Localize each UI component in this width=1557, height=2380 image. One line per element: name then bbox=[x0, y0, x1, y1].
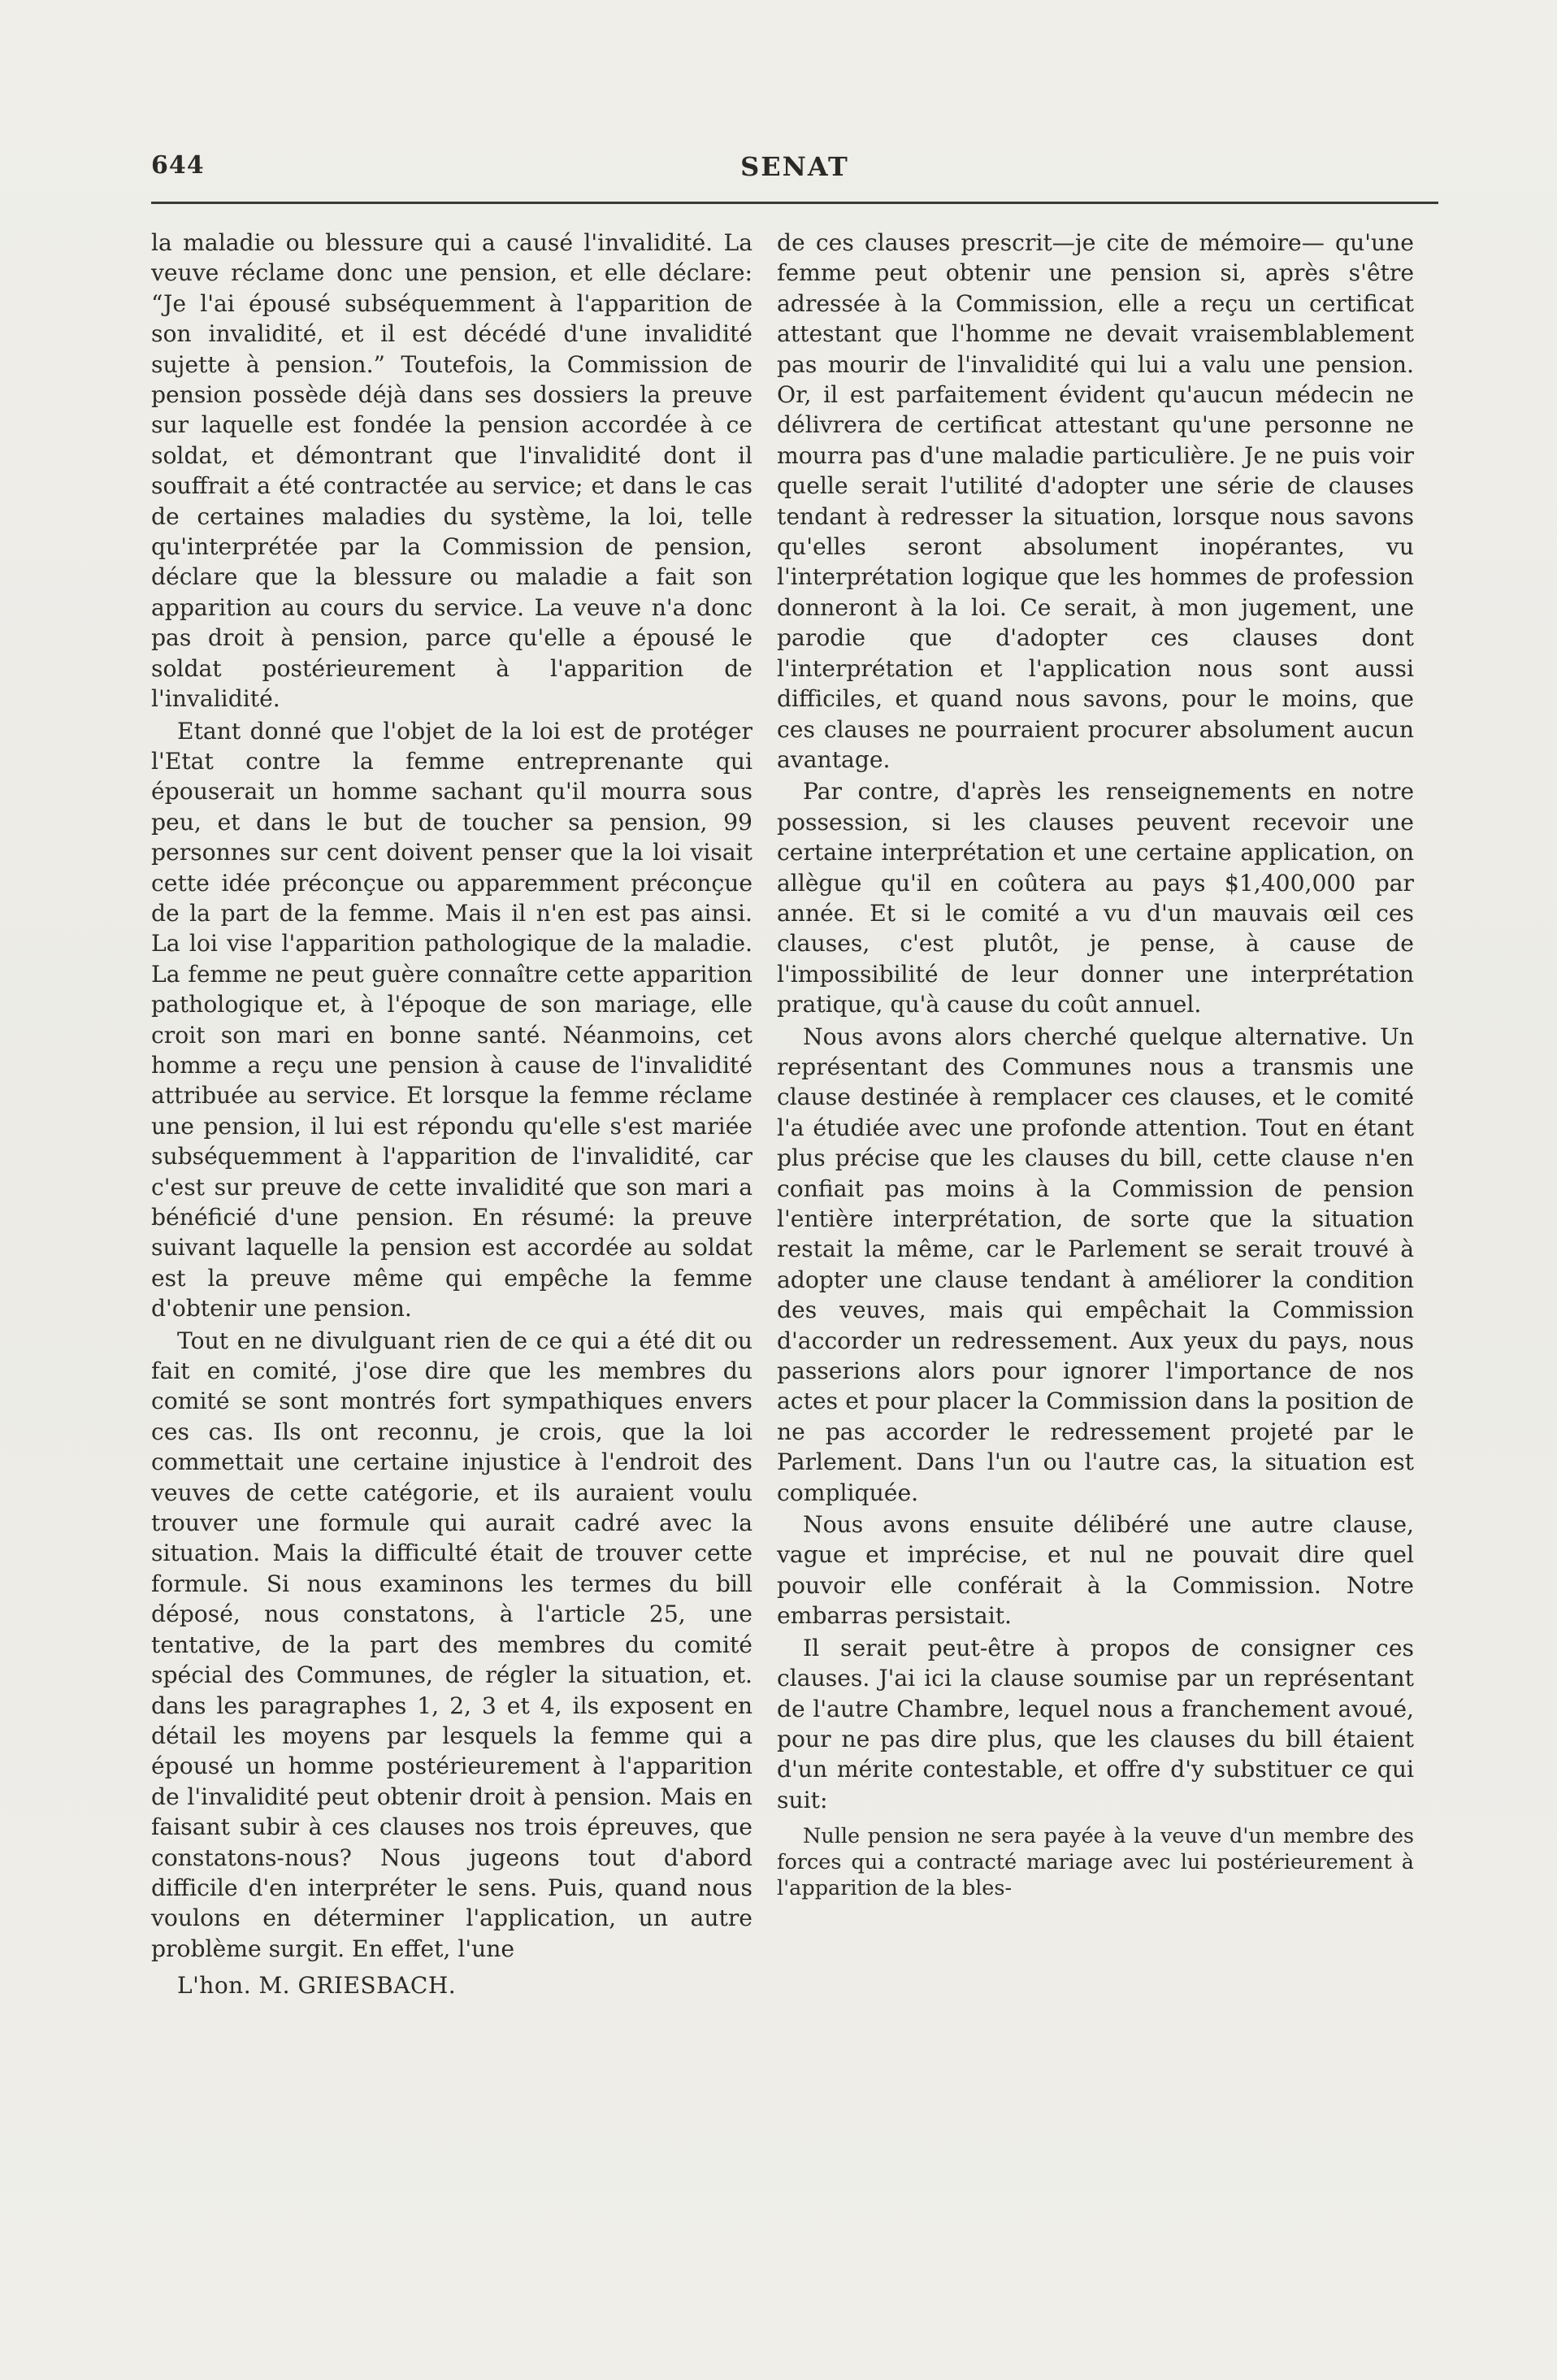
right-column bbox=[777, 228, 1414, 1901]
paragraph: Par contre, d'après les renseignements en notre possession, si les clauses peuvent recevoir une certaine interprétation et une certaine application, on allègue qu'il en coûtera au pays $1,400,000 par année. Et si le comité a vu d'un mauvais œil ces clauses, c'est plutôt, je pense, à cause de l'impossibilité de leur donner une interprétation pratique, qu'à cause du coût annuel. bbox=[777, 778, 1414, 1018]
running-head: SENAT bbox=[740, 151, 849, 182]
paragraph: Etant donné que l'objet de la loi est de protéger l'Etat contre la femme entreprenante qui épouserait un homme sachant qu'il mourra sous peu, et dans le but de toucher sa pension, 99 personnes sur cent doivent penser que la loi visait cette idée préconçue ou apparemment préconçue de la part de la femme. Mais il n'en est pas ainsi. La loi vise l'apparition pathologique de la maladie. La femme ne peut guère connaître cette apparition pathologique et, à l'époque de son mariage, elle croit son mari en bonne santé. Néanmoins, cet homme a reçu une pension à cause de l'invalidité attribuée au service. Et lorsque la femme réclame une pension, il lui est répondu qu'elle s'est mariée subséquemment à l'apparition de l'invalidité, car c'est sur preuve de cette invalidité que son mari a bénéficié d'une pension. En résumé: la preuve suivant laquelle la pension est accordée au soldat est la preuve même qui empêche la femme d'obtenir une pension. bbox=[151, 717, 752, 1322]
paragraph: Nous avons ensuite délibéré une autre clause, vague et imprécise, et nul ne pouvait dire quel pouvoir elle conférait à la Commission. Notre embarras persistait. bbox=[777, 1511, 1414, 1630]
left-column bbox=[151, 228, 752, 2001]
quoted-clause: Nulle pension ne sera payée à la veuve d'un membre des forces qui a contracté mariage avec lui postérieurement à l'apparition de la bles- bbox=[777, 1824, 1414, 1901]
page-header bbox=[151, 151, 1438, 200]
paragraph: la maladie ou blessure qui a causé l'invalidité. La veuve réclame donc une pension, et elle déclare: “Je l'ai épousé subséquemment à l'apparition de son invalidité, et il est décédé d'une invalidité sujette à pension.” Toutefois, la Commission de pension possède déjà dans ses dossiers la preuve sur laquelle est fondée la pension accordée à ce soldat, et démontrant que l'invalidité dont il souffrait a été contractée au service; et dans le cas de certaines maladies du système, la loi, telle qu'interprétée par la Commission de pension, déclare que la blessure ou maladie a fait son apparition au cours du service. La veuve n'a donc pas droit à pension, parce qu'elle a épousé le soldat postérieurement à l'apparition de l'invalidité. bbox=[151, 229, 752, 713]
paragraph: Il serait peut-être à propos de consigner ces clauses. J'ai ici la clause soumise par un représentant de l'autre Chambre, lequel nous a franchement avoué, pour ne pas dire plus, que les clauses du bill étaient d'un mérite contestable, et offre d'y substituer ce qui suit: bbox=[777, 1634, 1414, 1813]
page-number: 644 bbox=[151, 151, 205, 180]
paragraph: de ces clauses prescrit—je cite de mémoire— qu'une femme peut obtenir une pension si, après s'être adressée à la Commission, elle a reçu un certificat attestant que l'homme ne devait vraisemblablement pas mourir de l'invalidité qui lui a valu une pension. Or, il est parfaitement évident qu'aucun médecin ne délivrera de certificat attestant qu'une personne ne mourra pas d'une maladie particulière. Je ne puis voir quelle serait l'utilité d'adopter une série de clauses tendant à redresser la situation, lorsque nous savons qu'elles seront absolument inopérantes, vu l'interprétation logique que les hommes de profession donneront à la loi. Ce serait, à mon jugement, une parodie que d'adopter ces clauses dont l'interprétation et l'application nous sont aussi difficiles, et quand nous savons, pour le moins, que ces clauses ne pourraient procurer absolument aucun avantage. bbox=[777, 229, 1414, 773]
header-rule bbox=[151, 202, 1438, 204]
paragraph: Nous avons alors cherché quelque alternative. Un représentant des Communes nous a transmis une clause destinée à remplacer ces clauses, et le comité l'a étudiée avec une profonde attention. Tout en étant plus précise que les clauses du bill, cette clause n'en confiait pas moins à la Commission de pension l'entière interprétation, de sorte que la situation restait la même, car le Parlement se serait trouvé à adopter une clause tendant à améliorer la condition des veuves, mais qui empêchait la Commission d'accorder un redressement. Aux yeux du pays, nous passerions alors pour ignorer l'importance de nos actes et pour placer la Commission dans la position de ne pas accorder le redressement projeté par le Parlement. Dans l'un ou l'autre cas, la situation est compliquée. bbox=[777, 1023, 1414, 1506]
paragraph: Tout en ne divulguant rien de ce qui a été dit ou fait en comité, j'ose dire que les membres du comité se sont montrés fort sympathiques envers ces cas. Ils ont reconnu, je crois, que la loi commettait une certaine injustice à l'endroit des veuves de cette catégorie, et ils auraient voulu trouver une formule qui aurait cadré avec la situation. Mais la difficulté était de trouver cette formule. Si nous examinons les termes du bill déposé, nous constatons, à l'article 25, une tentative, de la part des membres du comité spécial des Communes, de régler la situation, et. dans les paragraphes 1, 2, 3 et 4, ils exposent en détail les moyens par lesquels la femme qui a épousé un homme postérieurement à l'apparition de l'invalidité peut obtenir droit à pension. Mais en faisant subir à ces clauses nos trois épreuves, que constatons-nous? Nous jugeons tout d'abord difficile d'en interpréter le sens. Puis, quand nous voulons en déterminer l'application, un autre problème surgit. En effet, l'une bbox=[151, 1327, 752, 1962]
speaker-name: L'hon. M. GRIESBACH. bbox=[177, 1972, 457, 2000]
